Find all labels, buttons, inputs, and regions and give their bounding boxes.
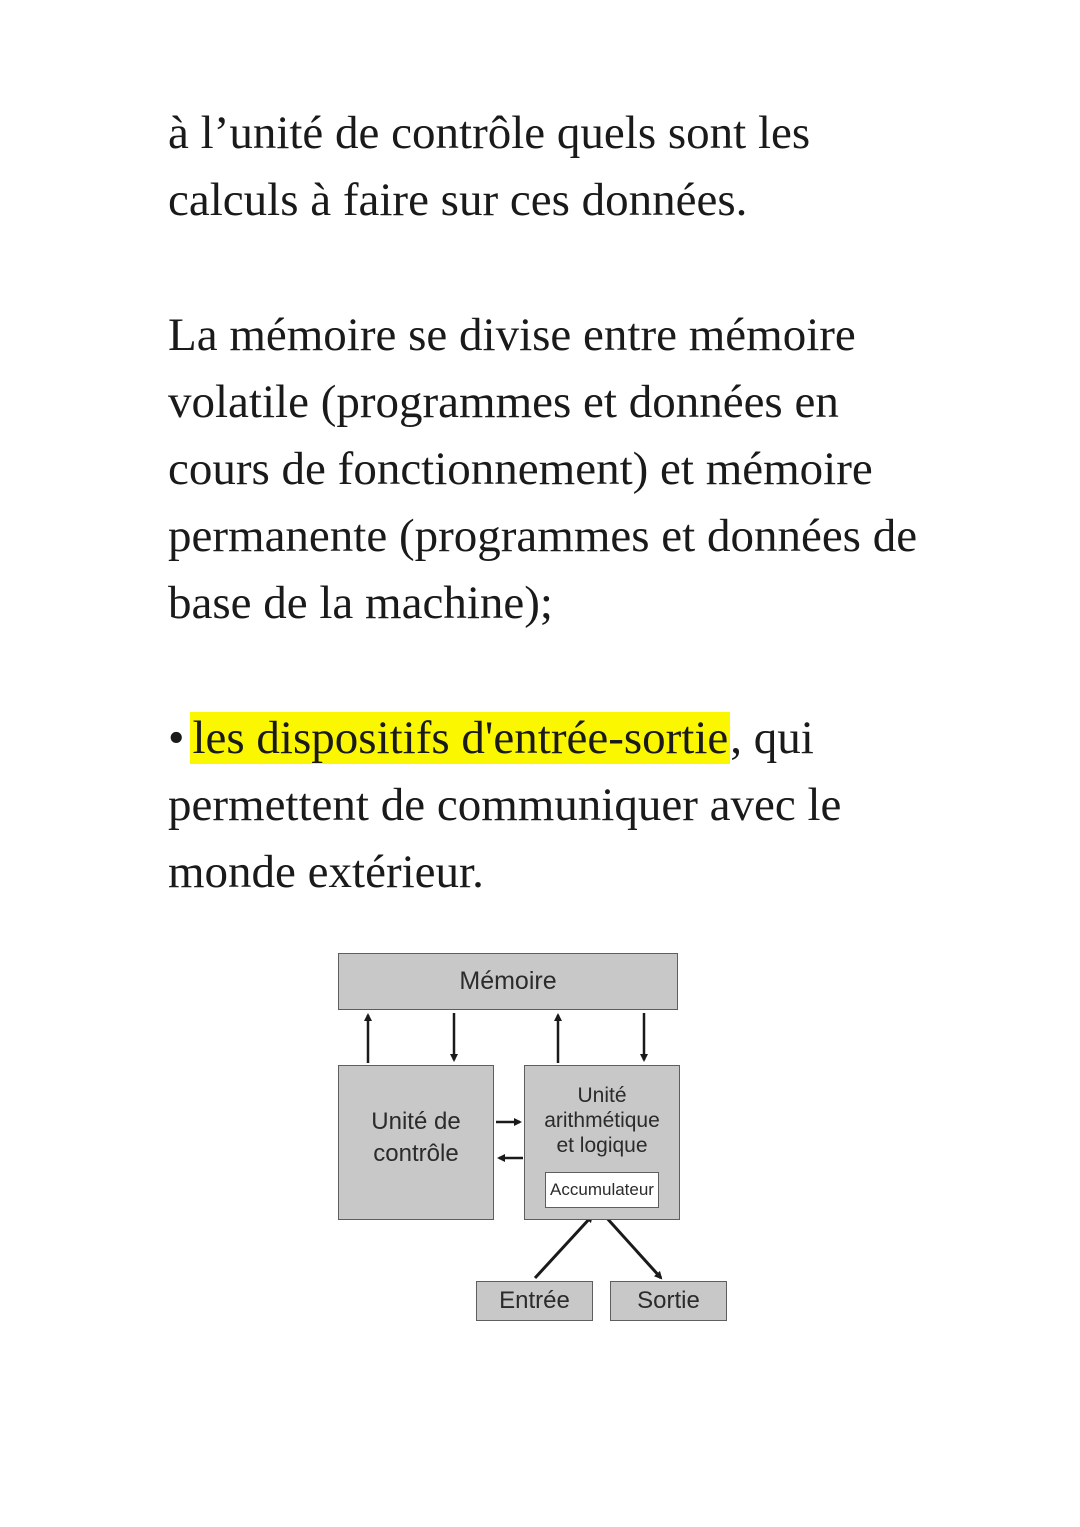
control-unit-label: Unité de [371, 1108, 461, 1135]
accumulator-box: Accumulateur [545, 1172, 659, 1208]
control-unit-box [338, 1065, 494, 1220]
input-box: Entrée [476, 1281, 593, 1321]
text-line: La mémoire se divise entre mémoire [168, 309, 856, 361]
text-line: base de la machine); [168, 577, 553, 629]
paragraph-memory [168, 302, 1028, 637]
arrow-accumulator-to-output [605, 1216, 661, 1278]
von-neumann-diagram [330, 945, 740, 1330]
text-line: monde extérieur. [168, 846, 484, 898]
alu-label: Unité [577, 1084, 627, 1107]
highlighted-term: les dispositifs d'entrée-sortie [192, 712, 729, 764]
output-box: Sortie [610, 1281, 727, 1321]
text-line: cours de fonctionnement) et mémoire [168, 443, 873, 495]
bullet-io-devices [168, 705, 1028, 906]
text-line: permettent de communiquer avec le [168, 779, 842, 831]
arrow-input-to-accumulator [535, 1216, 592, 1278]
text-line [168, 705, 1028, 772]
text-line: volatile (programmes et données en [168, 376, 839, 428]
text-line: permanente (programmes et données de [168, 510, 918, 562]
alu-box [524, 1065, 680, 1220]
alu-label: et logique [556, 1134, 648, 1157]
memory-box: Mémoire [338, 953, 678, 1010]
bullet-icon: • [168, 712, 185, 764]
text-line: calculs à faire sur ces données. [168, 174, 748, 226]
text-segment: , qui [730, 712, 814, 764]
text-line: à l’unité de contrôle quels sont les [168, 107, 811, 159]
alu-label: arithmétique [544, 1109, 660, 1132]
control-unit-label: contrôle [373, 1140, 459, 1167]
paragraph-instructions [168, 100, 1028, 234]
